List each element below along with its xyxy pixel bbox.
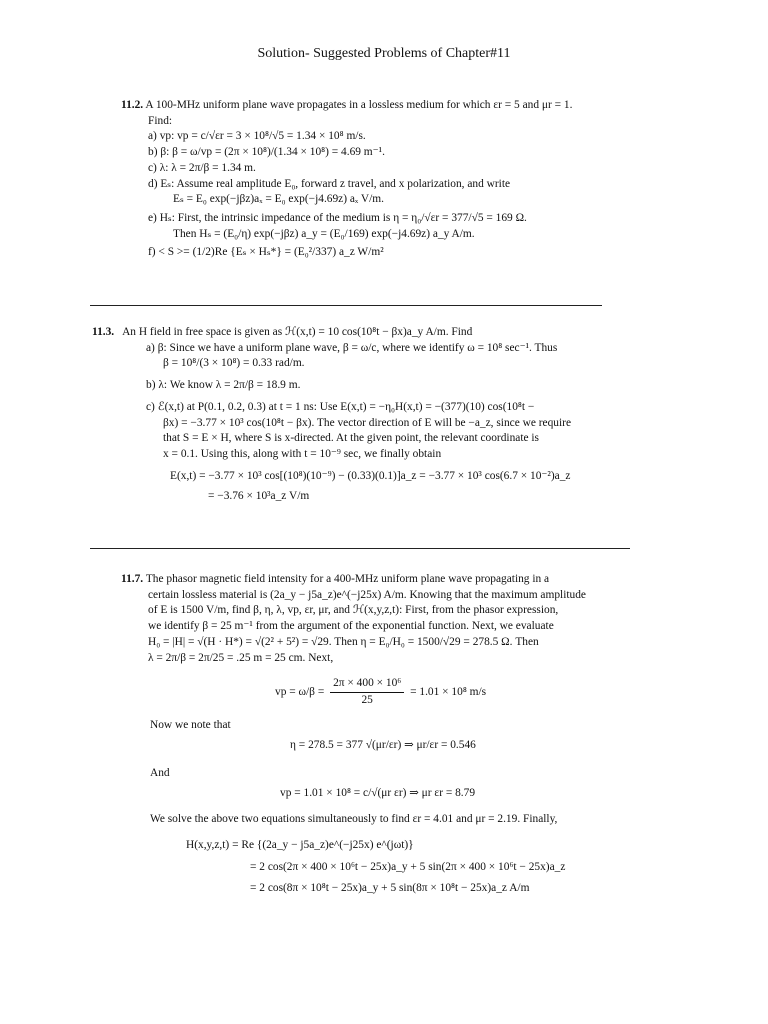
find-label: Find: [148, 114, 173, 127]
note-text: Now we note that [150, 719, 231, 731]
equation-lhs: vp = ω/β = [275, 685, 325, 698]
equation-impedance: η = 278.5 = 377 √(μr/εr) ⇒ μr/εr = 0.546 [290, 739, 476, 751]
problem-line: H₀ = |H| = √(H · H*) = √(2² + 5²) = √29. Then η = E₀/H₀ = 1500/√29 = 278.5 Ω. Then [148, 635, 539, 648]
equation-velocity-product: vp = 1.01 × 10⁸ = c/√(μr εr) ⇒ μr εr = 8.79 [280, 787, 476, 799]
problem-number: 11.3. [92, 326, 115, 338]
divider [90, 548, 630, 549]
part-b: b) β: β = ω/vp = (2π × 10⁸)/(1.34 × 10⁸) = 4.69 m⁻¹. [148, 146, 385, 159]
part-a-line1: a) β: Since we have a uniform plane wave, β = ω/c, where we identify ω = 10⁸ sec⁻¹. Thus [146, 341, 558, 354]
problem-11-7 [121, 572, 641, 666]
problem-intro: An H field in free space is given as ℋ(x,t) = 10 cos(10⁸t − βx)a_y A/m. Find [122, 326, 473, 338]
numerator: 2π × 400 × 10⁶ [330, 676, 404, 693]
problem-11-2 [121, 98, 641, 260]
part-d-line1: d) Eₛ: Assume real amplitude E₀, forward z travel, and x polarization, and write [148, 177, 511, 190]
equation-phase-velocity [275, 676, 486, 708]
part-c-line1: c) ℰ(x,t) at P(0.1, 0.2, 0.3) at t = 1 ns: Use E(x,t) = −η₀H(x,t) = −(377)(10) cos(10⁸t − [146, 400, 535, 413]
solve-text: We solve the above two equations simultaneously to find εr = 4.01 and μr = 2.19. Finally, [150, 813, 558, 825]
part-c: c) λ: λ = 2π/β = 1.34 m. [148, 161, 256, 174]
problem-intro: A 100-MHz uniform plane wave propagates in a lossless medium for which εr = 5 and μr = 1. [145, 99, 573, 111]
part-b: b) λ: We know λ = 2π/β = 18.9 m. [146, 379, 301, 392]
problem-number: 11.7. [121, 573, 144, 585]
problem-11-3 [92, 325, 652, 504]
fraction [330, 676, 404, 708]
part-d-line2: Eₛ = E₀ exp(−jβz)aₓ = E₀ exp(−j4.69z) aₓ V/m. [173, 193, 384, 206]
problem-line: of E is 1500 V/m, find β, η, λ, vp, εr, μr, and ℋ(x,y,z,t): First, from the phasor expression, [148, 604, 559, 617]
equation-h-field-line1: H(x,y,z,t) = Re {(2a_y − j5a_z)e^(−j25x) e^(jωt)} [186, 839, 414, 851]
part-c-line4: x = 0.1. Using this, along with t = 10⁻⁹ sec, we finally obtain [163, 448, 442, 461]
divider [90, 305, 602, 306]
part-e-line1: e) Hₛ: First, the intrinsic impedance of the medium is η = η₀/√εr = 377/√5 = 169 Ω. [148, 212, 527, 225]
problem-number: 11.2. [121, 99, 144, 111]
problem-line: The phasor magnetic field intensity for a 400-MHz uniform plane wave propagating in a [145, 573, 550, 585]
equation-e-field: E(x,t) = −3.77 × 10³ cos[(10⁸)(10⁻⁹) − (0.33)(0.1)]a_z = −3.77 × 10³ cos(6.7 × 10⁻²)a_z [170, 469, 571, 482]
equation-e-field-result: = −3.76 × 10³a_z V/m [208, 489, 310, 502]
part-a: a) vp: vp = c/√εr = 3 × 10⁸/√5 = 1.34 × 10⁸ m/s. [148, 130, 366, 143]
problem-line: certain lossless material is (2a_y − j5a_z)e^(−j25x) A/m. Knowing that the maximum amplitude [148, 588, 586, 601]
problem-line: λ = 2π/β = 2π/25 = .25 m = 25 cm. Next, [148, 651, 334, 664]
equation-h-field-line2: = 2 cos(2π × 400 × 10⁶t − 25x)a_y + 5 sin(2π × 400 × 10⁶t − 25x)a_z [250, 861, 566, 873]
part-c-line2: βx) = −3.77 × 10³ cos(10⁸t − βx). The vector direction of E will be −a_z, since we require [163, 416, 571, 429]
equation-h-field-line3: = 2 cos(8π × 10⁸t − 25x)a_y + 5 sin(8π × 10⁸t − 25x)a_z A/m [250, 882, 530, 894]
equation-rhs: = 1.01 × 10⁸ m/s [410, 685, 487, 698]
part-e-line2: Then Hₛ = (E₀/η) exp(−jβz) a_y = (E₀/169) exp(−j4.69z) a_y A/m. [173, 227, 475, 240]
problem-line: we identify β = 25 m⁻¹ from the argument of the exponential function. Next, we evaluate [148, 620, 554, 633]
denominator: 25 [361, 693, 373, 706]
and-text: And [150, 767, 170, 779]
part-f: f) < S >= (1/2)Re {Eₛ × Hₛ*} = (E₀²/337) a_z W/m² [148, 245, 384, 258]
page-title: Solution- Suggested Problems of Chapter#11 [257, 46, 511, 61]
part-c-line3: that S = E × H, where S is x-directed. At the given point, the relevant coordinate is [163, 432, 539, 445]
part-a-line2: β = 10⁸/(3 × 10⁸) = 0.33 rad/m. [163, 357, 305, 370]
